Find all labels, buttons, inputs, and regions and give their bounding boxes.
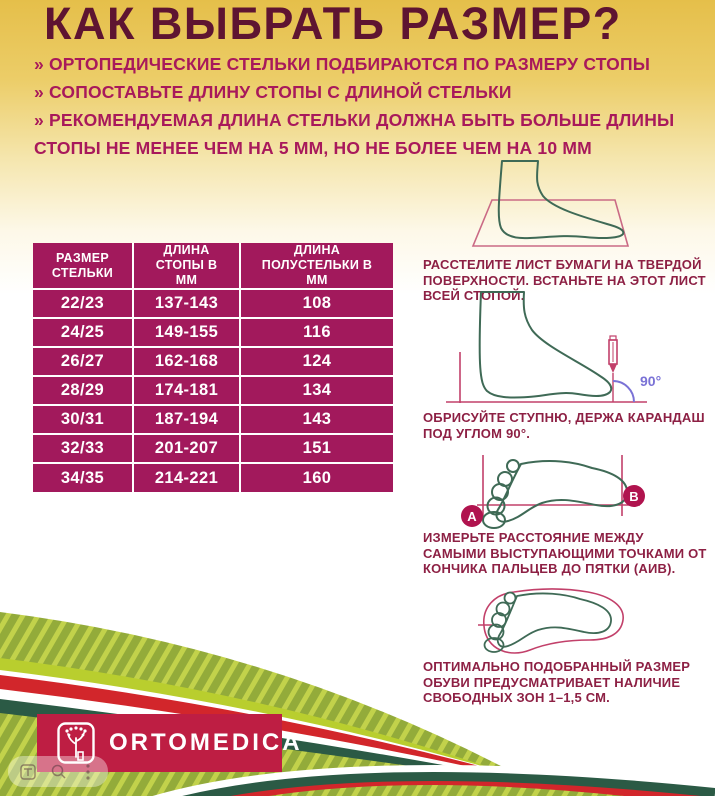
- bullet-item: » РЕКОМЕНДУЕМАЯ ДЛИНА СТЕЛЬКИ ДОЛЖНА БЫТЬ БОЛЬШЕ ДЛИНЫ СТОПЫ НЕ МЕНЕЕ ЧЕМ НА 5 ММ, НО НЕ БОЛЕЕ ЧЕМ НА 10 ММ: [34, 110, 675, 158]
- image-search-button[interactable]: [48, 762, 68, 782]
- angle-label: 90°: [640, 373, 662, 389]
- step-caption: ИЗМЕРЬТЕ РАССТОЯНИЕ МЕЖДУ САМЫМИ ВЫСТУПАЮЩИМИ ТОЧКАМИ ОТ КОНЧИКА ПАЛЬЦЕВ ДО ПЯТКИ (АИВ).: [423, 530, 707, 576]
- table-row: 28/29 174-181 134: [33, 376, 393, 405]
- brand-name: ORTOMEDICA: [109, 729, 303, 756]
- angle-arc: [613, 381, 634, 402]
- point-b-badge: [623, 485, 645, 507]
- table-row: 24/25 149-155 116: [33, 318, 393, 347]
- size-table: [33, 243, 393, 492]
- translate-button[interactable]: [18, 762, 38, 782]
- trace-foot-illustration: [440, 288, 675, 408]
- col-header-insole-size: РАЗМЕР СТЕЛЬКИ: [33, 243, 133, 289]
- size-table-header-row: [33, 243, 393, 289]
- table-row: 30/31 187-194 143: [33, 405, 393, 434]
- table-row: 32/33 201-207 151: [33, 434, 393, 463]
- more-options-button[interactable]: [78, 762, 98, 782]
- point-a-badge: [461, 505, 483, 527]
- bullet-item: » СОПОСТАВЬТЕ ДЛИНУ СТОПЫ С ДЛИНОЙ СТЕЛЬКИ: [34, 82, 512, 102]
- foot-on-paper-illustration: [455, 158, 655, 254]
- table-row: 26/27 162-168 124: [33, 347, 393, 376]
- image-viewer-toolbar: [8, 756, 108, 787]
- step-caption: РАССТЕЛИТЕ ЛИСТ БУМАГИ НА ТВЕРДОЙ ПОВЕРХНОСТИ. ВСТАНЬТЕ НА ЭТОТ ЛИСТ ВСЕЙ СТОПОЙ.: [423, 257, 706, 303]
- col-header-halfinsole-length: ДЛИНА ПОЛУСТЕЛЬКИ В ММ: [240, 243, 393, 289]
- table-row: 34/35 214-221 160: [33, 463, 393, 492]
- bullet-item: » ОРТОПЕДИЧЕСКИЕ СТЕЛЬКИ ПОДБИРАЮТСЯ ПО РАЗМЕРУ СТОПЫ: [34, 54, 651, 74]
- page-title: КАК ВЫБРАТЬ РАЗМЕР?: [44, 0, 622, 49]
- svg-text:A: A: [467, 509, 477, 524]
- foot-profile-outline: [480, 292, 612, 397]
- step-caption: ОПТИМАЛЬНО ПОДОБРАННЫЙ РАЗМЕР ОБУВИ ПРЕДУСМАТРИВАЕТ НАЛИЧИЕ СВОБОДНЫХ ЗОН 1–1,5 СМ.: [423, 659, 691, 705]
- measure-footprint-illustration: [450, 450, 662, 530]
- table-row: 22/23 137-143 108: [33, 289, 393, 318]
- footprint-outline: [483, 460, 627, 528]
- step-caption: ОБРИСУЙТЕ СТУПНЮ, ДЕРЖА КАРАНДАШ ПОД УГЛОМ 90°.: [423, 410, 705, 441]
- bullet-list: [34, 50, 689, 162]
- svg-text:B: B: [629, 489, 639, 504]
- col-header-foot-length: ДЛИНА СТОПЫ В ММ: [133, 243, 240, 289]
